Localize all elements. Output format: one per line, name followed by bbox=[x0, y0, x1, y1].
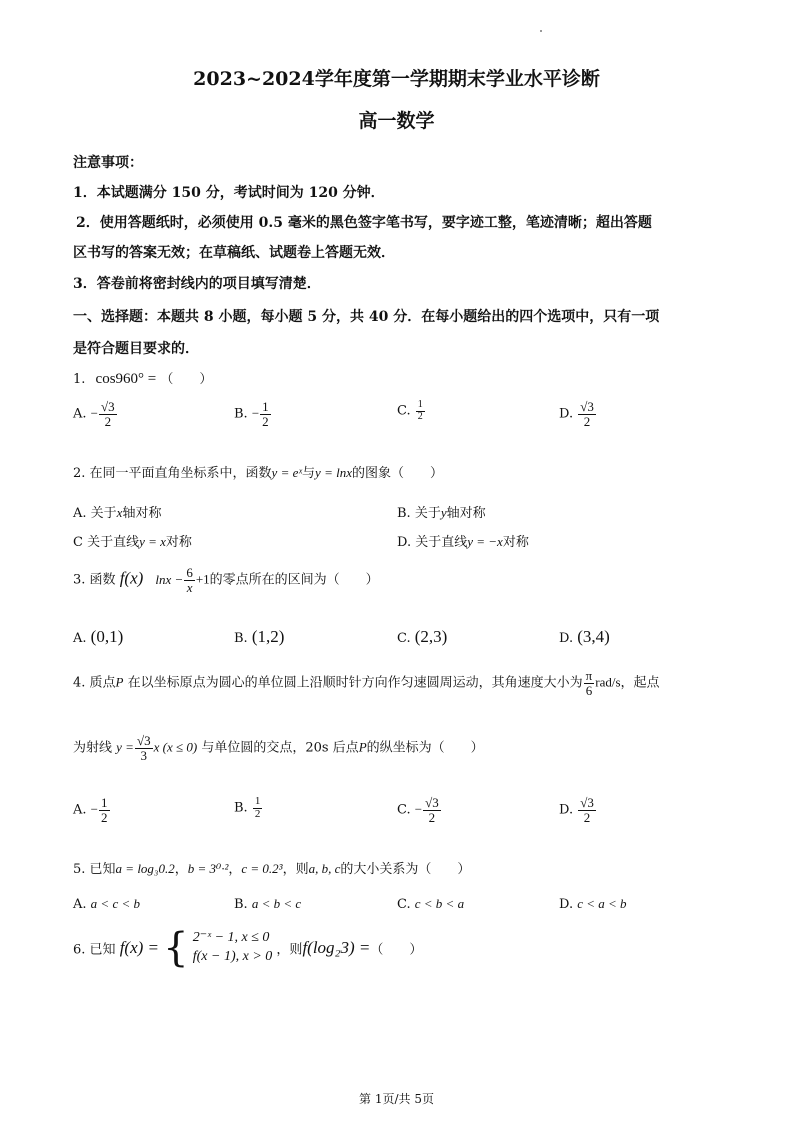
q3-post: 的零点所在的区间为（ ） bbox=[209, 572, 379, 588]
q1-option-a: A. − $\frac{√3}{2}$ bbox=[73, 399, 115, 429]
question-2 bbox=[73, 462, 443, 481]
question-3: 3. 函数 f(x) lnx − $\frac{6}{x}$ +1的零点所在的区间为（ ） bbox=[73, 565, 379, 595]
q5-option-c: C. c < b < a bbox=[397, 896, 465, 912]
exam-subject: 高一数学 bbox=[358, 110, 435, 132]
q4-option-b: B. $\frac{1}{2}$ bbox=[234, 795, 261, 820]
q5-option-a: A. a < c < b bbox=[73, 896, 140, 912]
q3-ln: lnx − bbox=[155, 571, 184, 587]
q5-a-def: a = log₃0.2 bbox=[115, 861, 175, 876]
q2-stem-post: 的图象（ ） bbox=[351, 466, 443, 481]
note-2b: 区书写的答案无效；在草稿纸、试题卷上答题无效． bbox=[73, 245, 395, 261]
q3-option-a: A. (0,1) bbox=[73, 627, 124, 646]
q2-func-1: y = eˣ bbox=[271, 465, 303, 480]
q6-func: f(x) = bbox=[119, 938, 159, 957]
q4-unit: rad/s bbox=[595, 674, 621, 690]
q3-option-b: B. (1,2) bbox=[234, 627, 285, 646]
q2-func-2: y = lnx bbox=[315, 465, 352, 480]
q5-c-def: c = 0.2³ bbox=[241, 861, 283, 876]
q3-option-d: D. (3,4) bbox=[559, 627, 610, 646]
notes-heading: 注意事项： bbox=[73, 155, 143, 171]
note-3: 3．答卷前将密封线内的项目填写清楚． bbox=[73, 276, 321, 292]
q2-option-d: D. 关于直线y = −x对称 bbox=[397, 534, 529, 550]
q2-stem-mid: 与 bbox=[302, 466, 316, 481]
q6-cases bbox=[193, 929, 273, 967]
q2-option-b: B. 关于y轴对称 bbox=[397, 505, 486, 521]
question-4-line-2: 为射线 y = $\frac{√3}{3}$ x (x ≤ 0) 与单位圆的交点，20s 后点P的纵坐标为（ ） bbox=[73, 733, 484, 763]
q6-ask: f(log₂3) = bbox=[302, 938, 371, 957]
scan-dot bbox=[540, 30, 542, 32]
q4-option-c: C. − $\frac{√3}{2}$ bbox=[397, 795, 439, 825]
exam-title: 2023~2024学年度第一学期期末学业水平诊断 bbox=[193, 68, 600, 90]
q4-option-d: D. $\frac{√3}{2}$ bbox=[559, 795, 594, 825]
q2-option-a: A. 关于x轴对称 bbox=[73, 505, 162, 521]
q2-option-c: C 关于直线y = x对称 bbox=[73, 534, 192, 550]
q5-option-b: B. a < b < c bbox=[234, 896, 302, 912]
q4-option-a: A. − $\frac{1}{2}$ bbox=[73, 795, 108, 825]
q3-option-c: C. (2,3) bbox=[397, 627, 448, 646]
page-footer: 第 1页/共 5页 bbox=[359, 1092, 434, 1106]
q1-option-b: B. − $\frac{1}{2}$ bbox=[234, 399, 269, 429]
q1-number: 1. bbox=[73, 372, 86, 387]
q6-case-1: 2⁻ˣ − 1, x ≤ 0 bbox=[192, 930, 270, 946]
question-4-line-1: 4. 质点P 在以坐标原点为圆心的单位圆上沿顺时针方向作匀速圆周运动，其角速度大小为 $\frac{\pi}{6}$ rad/s，起点 bbox=[73, 668, 660, 698]
question-1 bbox=[73, 368, 212, 388]
q6-case-2: f(x − 1), x > 0 bbox=[192, 949, 273, 964]
note-2a: 2．使用答题纸时，必须使用 0.5 毫米的黑色签字笔书写，要字迹工整，笔迹清晰；超出答题 bbox=[76, 215, 652, 231]
option-label: B. bbox=[234, 406, 248, 422]
q3-plus-one: +1 bbox=[195, 571, 210, 587]
option-label: D. bbox=[559, 406, 574, 422]
option-label: C. bbox=[397, 403, 411, 419]
q5-b-def: b = 3⁰·² bbox=[187, 861, 229, 876]
q5-option-d: D. c < a < b bbox=[559, 896, 627, 912]
question-5: 5. 已知a = log₃0.2，b = 3⁰·²，c = 0.2³，则a, b, c的大小关系为（ ） bbox=[73, 861, 471, 877]
section1-line1: 一、选择题：本题共 8 小题，每小题 5 分，共 40 分．在每小题给出的四个选项中，只有一项 bbox=[73, 309, 660, 325]
note-1: 1．本试题满分 150 分，考试时间为 120 分钟． bbox=[73, 185, 385, 201]
option-label: A. bbox=[73, 406, 87, 422]
q2-stem-pre: 2. 在同一平面直角坐标系中，函数 bbox=[73, 466, 272, 481]
question-6: 6. 已知 f(x) = { 2⁻ˣ − 1, x ≤ 0 f(x − 1), x > 0 ，则f(log₂3) =（ ） bbox=[73, 925, 423, 971]
q1-option-c: C. $\frac{1}{2}$ bbox=[397, 399, 423, 422]
section1-line2: 是符合题目要求的． bbox=[73, 341, 199, 357]
q1-option-d: D. $\frac{√3}{2}$ bbox=[559, 399, 594, 429]
q1-paren: （ ） bbox=[160, 372, 213, 387]
q3-func: f(x) bbox=[119, 568, 144, 588]
q1-expression: cos960° = bbox=[95, 371, 157, 387]
q6-brace: { bbox=[163, 925, 189, 971]
